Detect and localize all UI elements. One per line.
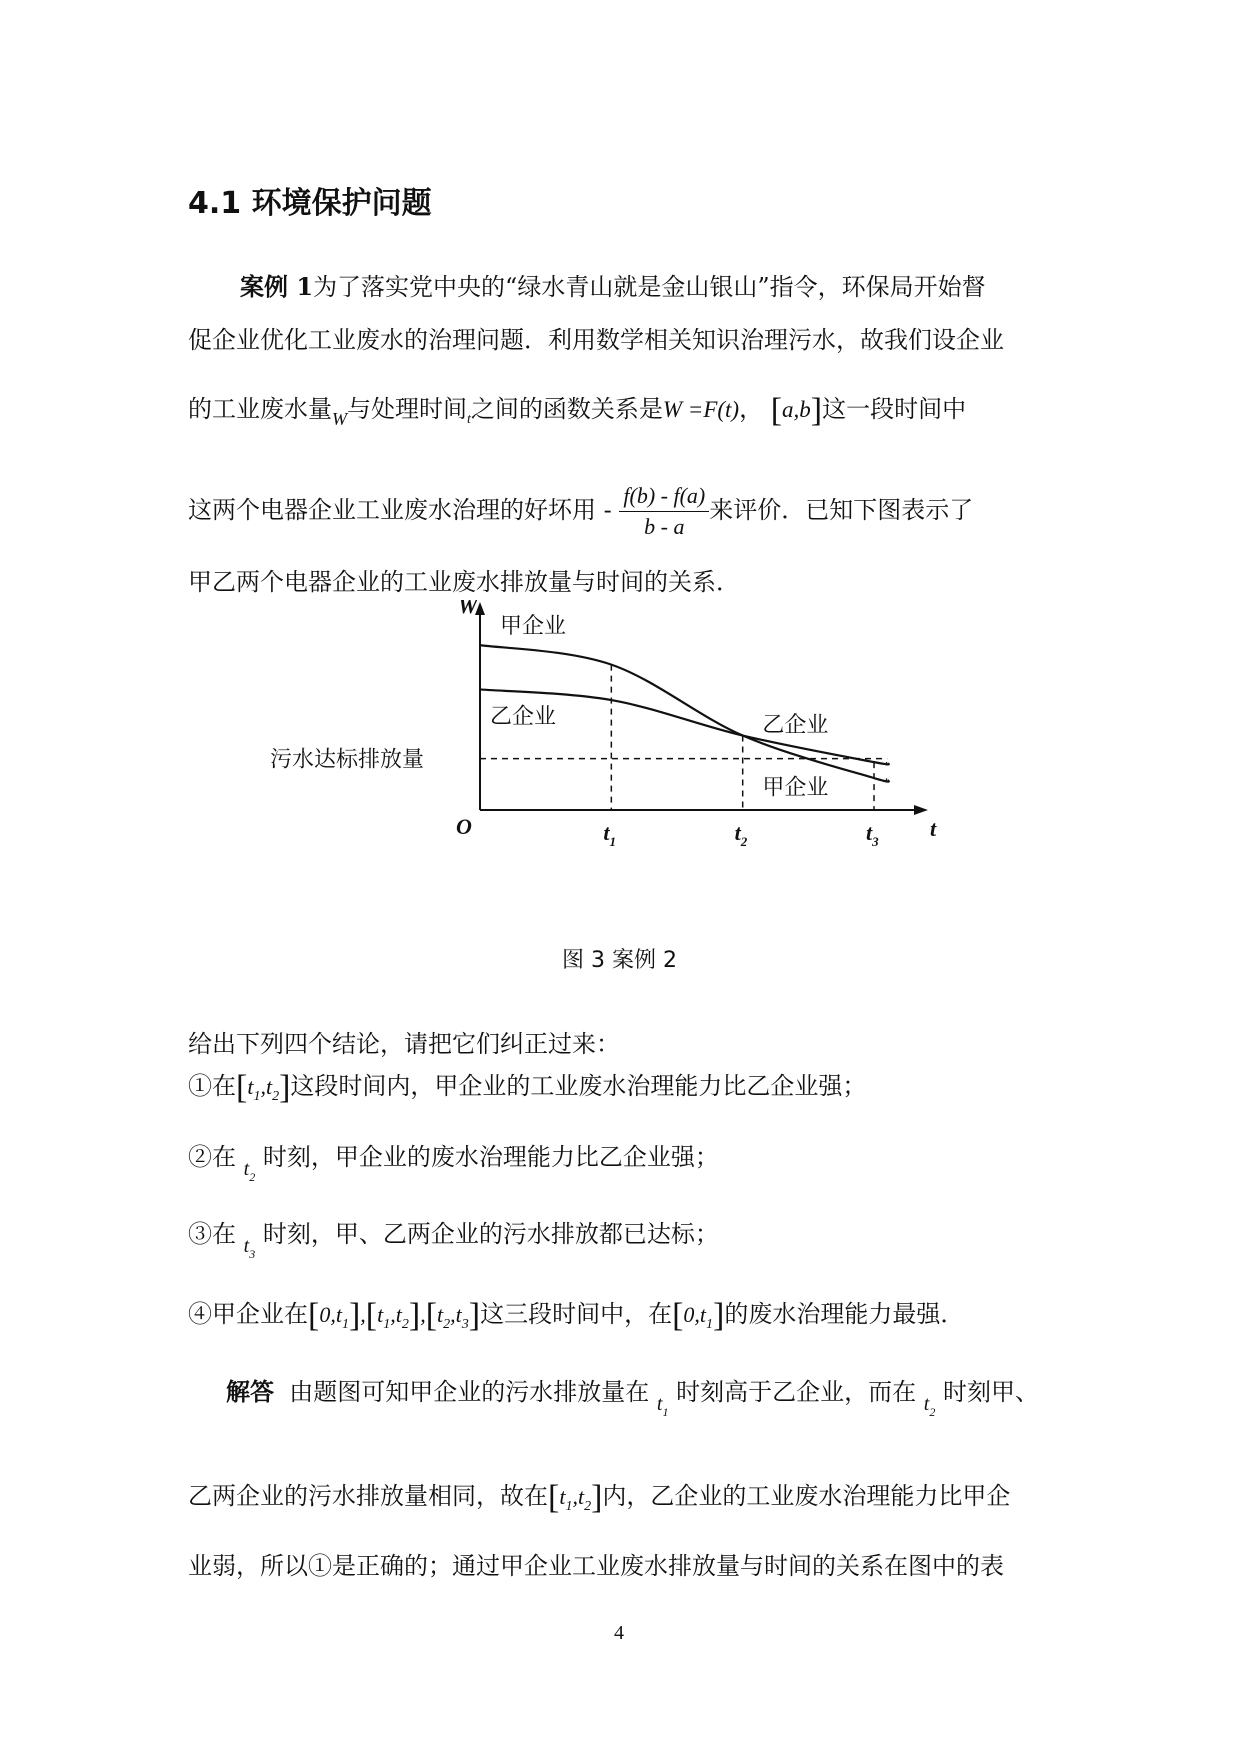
answer-line1: 解答 由题图可知甲企业的污水排放量在 $_{t_1}$ 时刻高于乙企业，而在 $_{t_2}$ 时刻甲、 <box>226 1377 1039 1419</box>
case-label: 案例 1 <box>240 272 314 301</box>
conclusion-3-prefix: ③在 <box>188 1220 236 1248</box>
para1-line1 <box>240 273 986 301</box>
function-expression: W =F(t) <box>662 397 740 422</box>
answer-line2: 乙两企业的污水排放量相同，故在$[t_1,t_2]$内，乙企业的工业废水治理能力比甲企 <box>188 1479 1011 1516</box>
conclusion-4-text-a: 这三段时间中，在 <box>480 1300 673 1328</box>
conclusion-3-text: 时刻，甲、乙两企业的污水排放都已达标； <box>262 1220 719 1248</box>
conclusion-4-prefix: ④甲企业在 <box>188 1300 308 1328</box>
para1-line4-a: 这两个电器企业工业废水治理的好坏用 <box>188 496 596 524</box>
x-tick-label-2: $t_2$ <box>734 820 748 849</box>
x-tick-label-3: $t_3$ <box>866 820 879 849</box>
conclusion-2-text: 时刻，甲企业的废水治理能力比乙企业强； <box>262 1143 719 1171</box>
var-w: W <box>332 409 347 429</box>
conclusions-intro: 给出下列四个结论，请把它们纠正过来： <box>188 1030 620 1058</box>
para1-line3-d: 这一段时间中 <box>822 395 967 423</box>
answer-line1-c: 时刻甲、 <box>942 1378 1039 1406</box>
para1-line3-a: 的工业废水量 <box>188 395 332 423</box>
para1-line4 <box>188 480 973 540</box>
page-number: 4 <box>614 1622 624 1644</box>
series-2-end-label: 乙企业 <box>762 712 829 738</box>
x-axis-arrow <box>914 805 928 815</box>
answer-line1-b: 时刻高于乙企业，而在 <box>676 1378 917 1406</box>
conclusion-4-text-b: 的废水治理能力最强． <box>724 1300 965 1328</box>
comma: ， <box>739 395 764 423</box>
para1-line3-b: 与处理时间 <box>347 395 467 423</box>
fraction <box>619 484 709 539</box>
series-2-start-label: 乙企业 <box>490 704 557 730</box>
para1-line1-text: 为了落实党中央的“绿水青山就是金山银山”指令，环保局开始督 <box>313 273 986 301</box>
fraction-denominator: b - a <box>644 514 685 539</box>
section-title: 4.1 环境保护问题 <box>188 186 432 221</box>
para1-line3: 的工业废水量$_W$与处理时间$_t$之间的函数关系是W =F(t)， [a,b]这一段时间中 <box>188 392 967 429</box>
conclusion-4: ④甲企业在$[0,t_1],[t_1,t_2],[t_2,t_3]$这三段时间中，在$[0,t_1]$的废水治理能力最强． <box>188 1297 965 1334</box>
discharge-chart <box>270 600 950 870</box>
conclusion-2-prefix: ②在 <box>188 1143 236 1171</box>
para1-line4-b: 来评价．已知下图表示了 <box>709 496 974 524</box>
var-t3: t3 <box>243 1235 256 1261</box>
origin-label: O <box>456 814 472 839</box>
reference-line-label: 污水达标排放量 <box>270 747 425 773</box>
answer-label: 解答 <box>226 1377 274 1406</box>
conclusion-1: ①在$[t_1,t_2]$这段时间内，甲企业的工业废水治理能力比乙企业强； <box>188 1069 867 1106</box>
y-axis-label: W <box>458 600 478 618</box>
x-axis-label: t <box>930 816 937 841</box>
fraction-numerator: f(b) - f(a) <box>619 484 709 512</box>
para1-line3-c: 之间的函数关系是 <box>470 395 663 423</box>
para1-line2: 促企业优化工业废水的治理问题．利用数学相关知识治理污水，故我们设企业 <box>188 326 1004 354</box>
var-t: t <box>467 412 471 427</box>
conclusion-1-text: 这段时间内，甲企业的工业废水治理能力比乙企业强； <box>290 1072 867 1100</box>
answer-line2-a: 乙两企业的污水排放量相同，故在 <box>188 1482 548 1510</box>
conclusion-3 <box>188 1220 719 1261</box>
x-tick-label-1: $t_1$ <box>603 820 616 849</box>
answer-line1-a: 由题图可知甲企业的污水排放量在 <box>289 1378 650 1406</box>
figure-caption: 图 3 案例 2 <box>562 948 677 973</box>
conclusion-2 <box>188 1143 719 1184</box>
var-t2: t2 <box>243 1158 256 1184</box>
series-1-start-label: 甲企业 <box>500 614 567 639</box>
interval-ab: a,b <box>782 397 811 422</box>
conclusion-1-prefix: ①在 <box>188 1072 236 1100</box>
answer-line3: 业弱，所以①是正确的；通过甲企业工业废水排放量与时间的关系在图中的表 <box>188 1552 1004 1580</box>
answer-line2-b: 内，乙企业的工业废水治理能力比甲企 <box>602 1482 1011 1510</box>
series-1-end-label: 甲企业 <box>762 775 829 801</box>
para1-line5: 甲乙两个电器企业的工业废水排放量与时间的关系． <box>188 568 740 596</box>
fraction-sign: - <box>603 496 612 524</box>
